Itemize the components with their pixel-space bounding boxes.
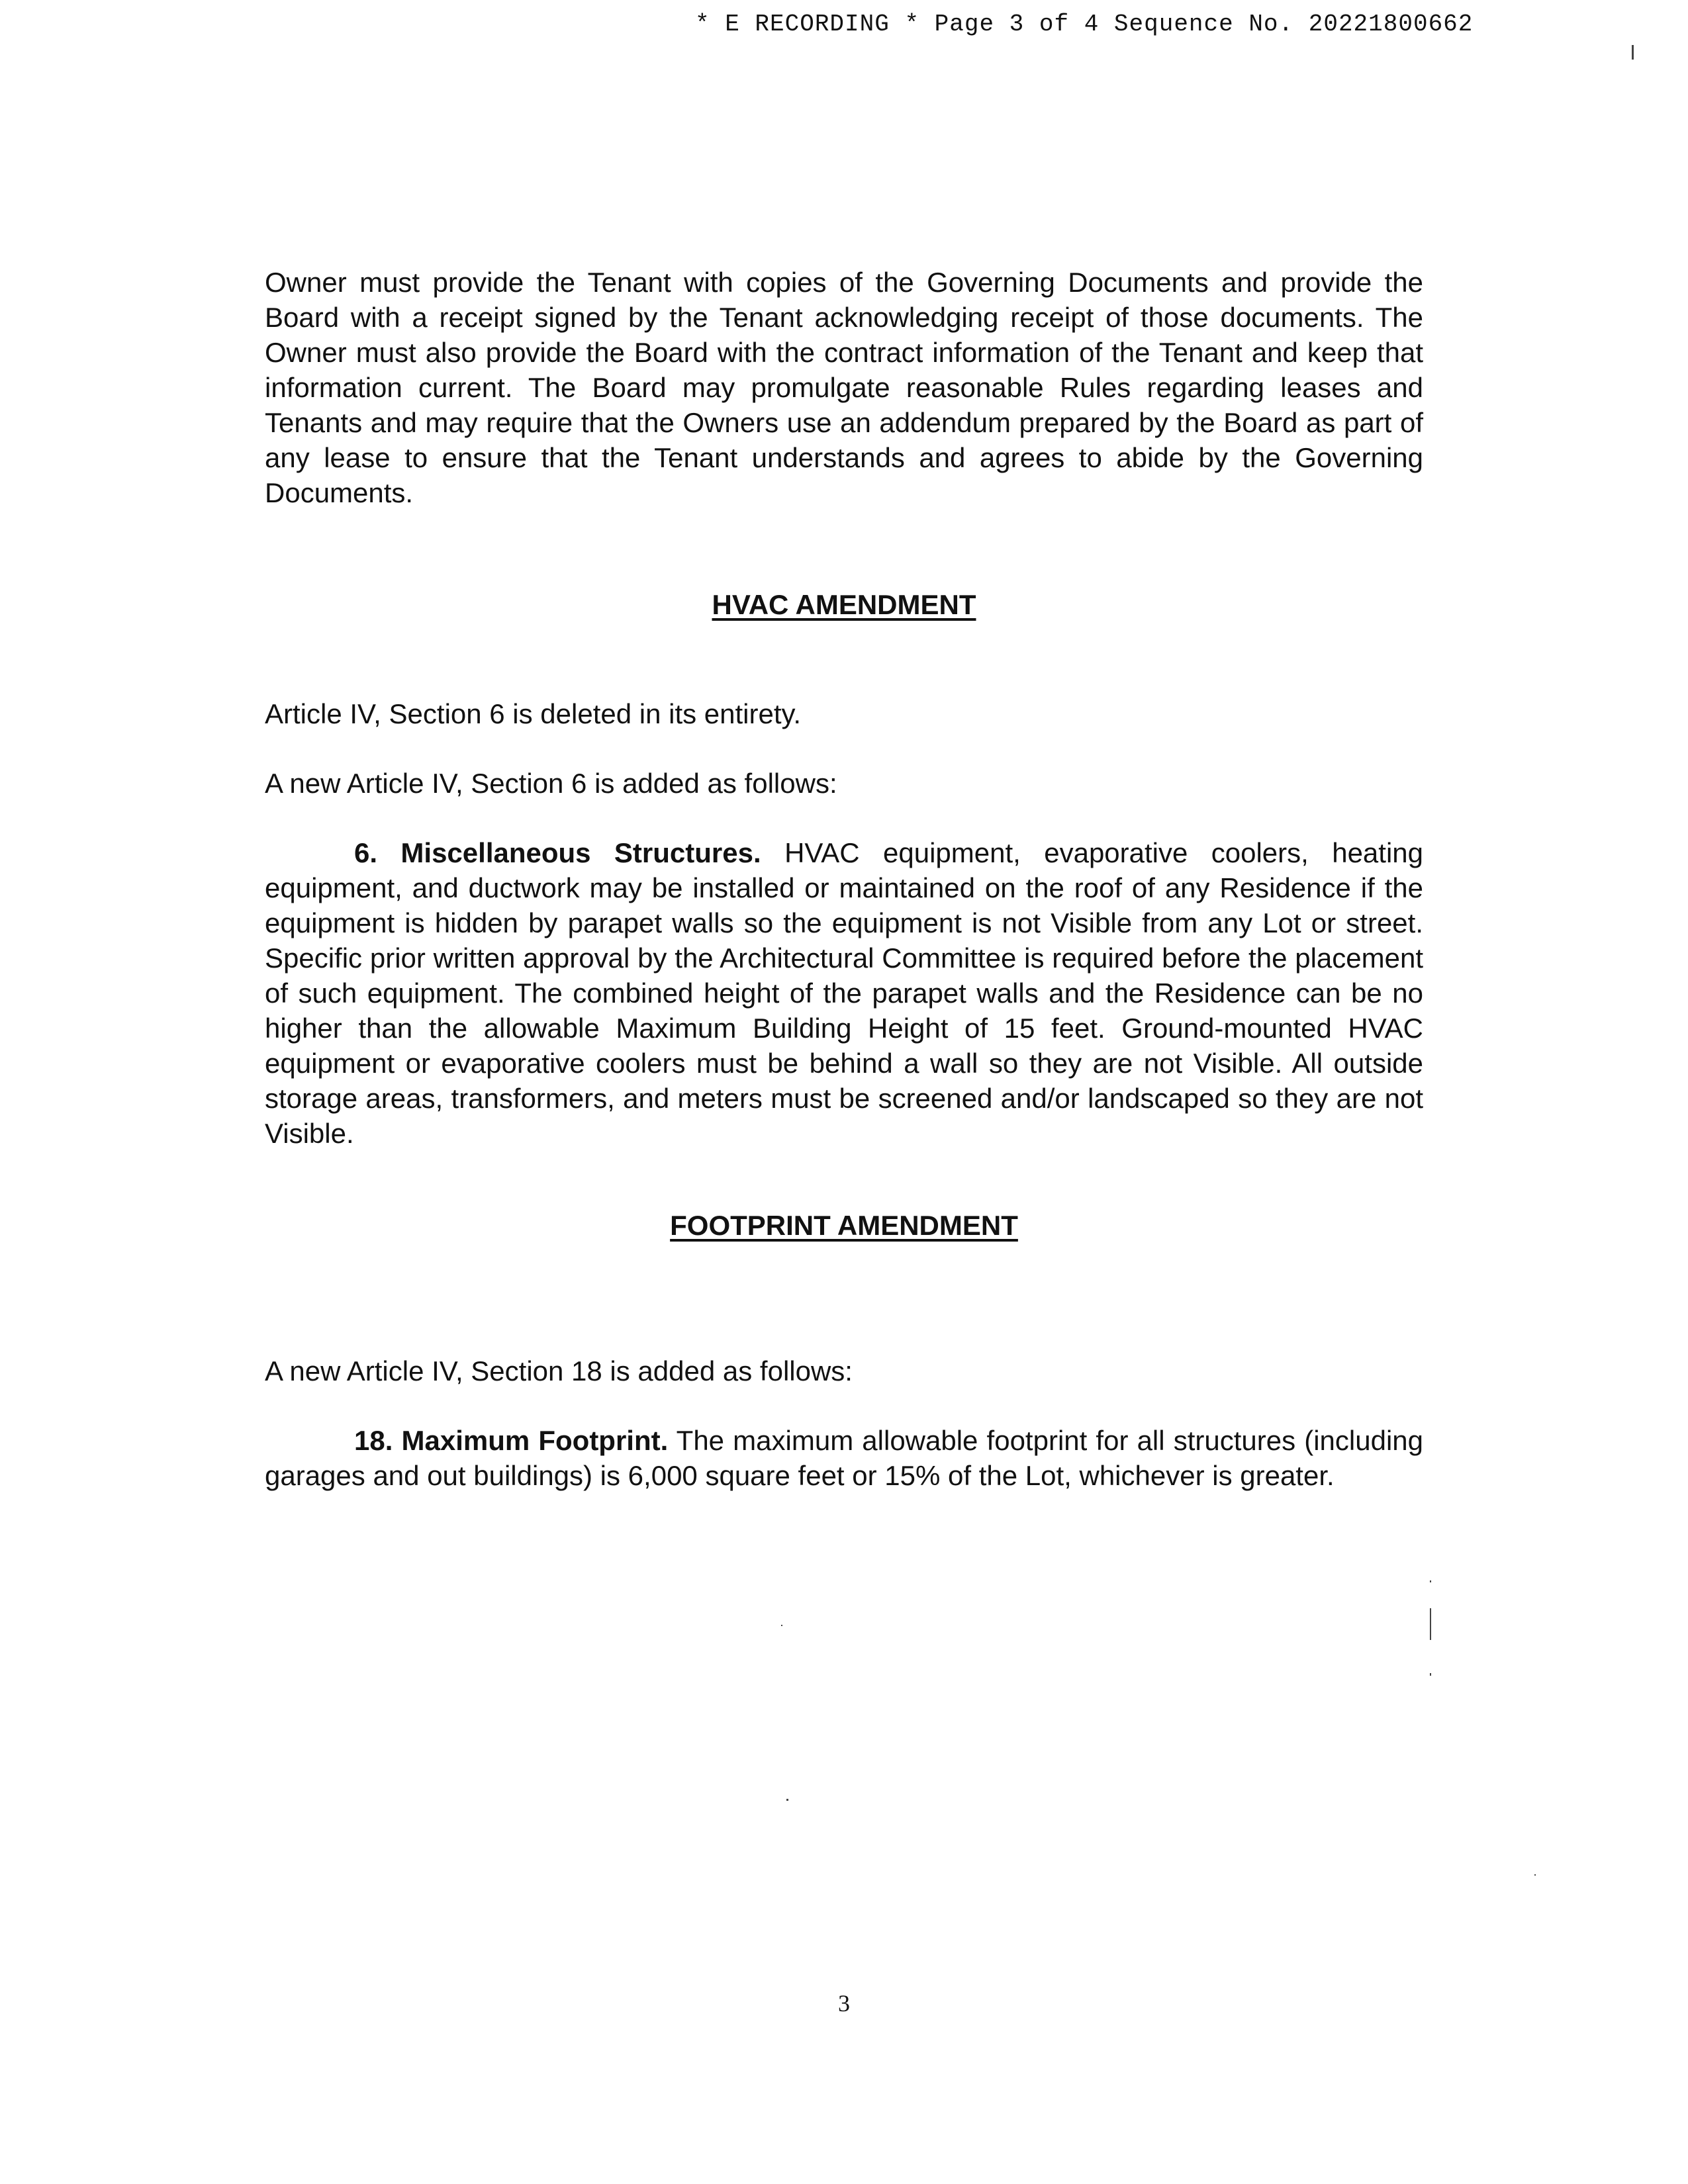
recording-stamp: * E RECORDING * Page 3 of 4 Sequence No. 20221800662 [695,11,1474,38]
scan-mark [1534,1874,1536,1876]
scan-mark [1430,1580,1431,1582]
footprint-amendment-heading: FOOTPRINT AMENDMENT [670,1210,1018,1241]
hvac-amendment-heading: HVAC AMENDMENT [712,589,976,620]
scan-mark [786,1799,788,1801]
section-18-paragraph [265,1423,1423,1493]
page-number: 3 [838,1990,850,2017]
section-18-body: The maximum allowable footprint for all structures (including garages and out buildings) is 6,000 square feet or 15% of the Lot, whichever is greater. [265,1425,1423,1491]
section-6-body: HVAC equipment, evaporative coolers, heating equipment, and ductwork may be installed or maintained on the roof of any Residence if the equipment is hidden by parapet walls so the equipment is not Visible from any Lot or street. Specific prior written approval by the Architectural Committee is required before the placement of such equipment. The combined height of the parapet walls and the Residence can be no higher than the allowable Maximum Building Height of 15 feet. Ground-mounted HVAC equipment or evaporative coolers must be behind a wall so they are not Visible. All outside storage areas, transformers, and meters must be screened and/or landscaped so they are not Visible. [265,837,1423,1149]
hvac-deleted-line: Article IV, Section 6 is deleted in its entirety. [265,698,802,729]
section-18-title: 18. Maximum Footprint. [354,1425,669,1456]
scan-mark [1632,45,1634,60]
section-6-paragraph [265,835,1423,1151]
footprint-added-line: A new Article IV, Section 18 is added as follows: [265,1355,853,1387]
scan-mark [1430,1608,1431,1640]
hvac-added-line: A new Article IV, Section 6 is added as follows: [265,768,837,799]
section-6-title: 6. Miscellaneous Structures. [354,837,761,868]
scan-mark [1430,1673,1431,1676]
lease-paragraph: Owner must provide the Tenant with copies of the Governing Documents and provide the Board with a receipt signed by the Tenant acknowledging receipt of those documents. The Owner must also provide the Board with the contract information of the Tenant and keep that information current. The Board may promulgate reasonable Rules regarding leases and Tenants and may require that the Owners use an addendum prepared by the Board as part of any lease to ensure that the Tenant understands and agrees to abide by the Governing Documents. [265,267,1423,508]
scan-mark [781,1625,782,1626]
